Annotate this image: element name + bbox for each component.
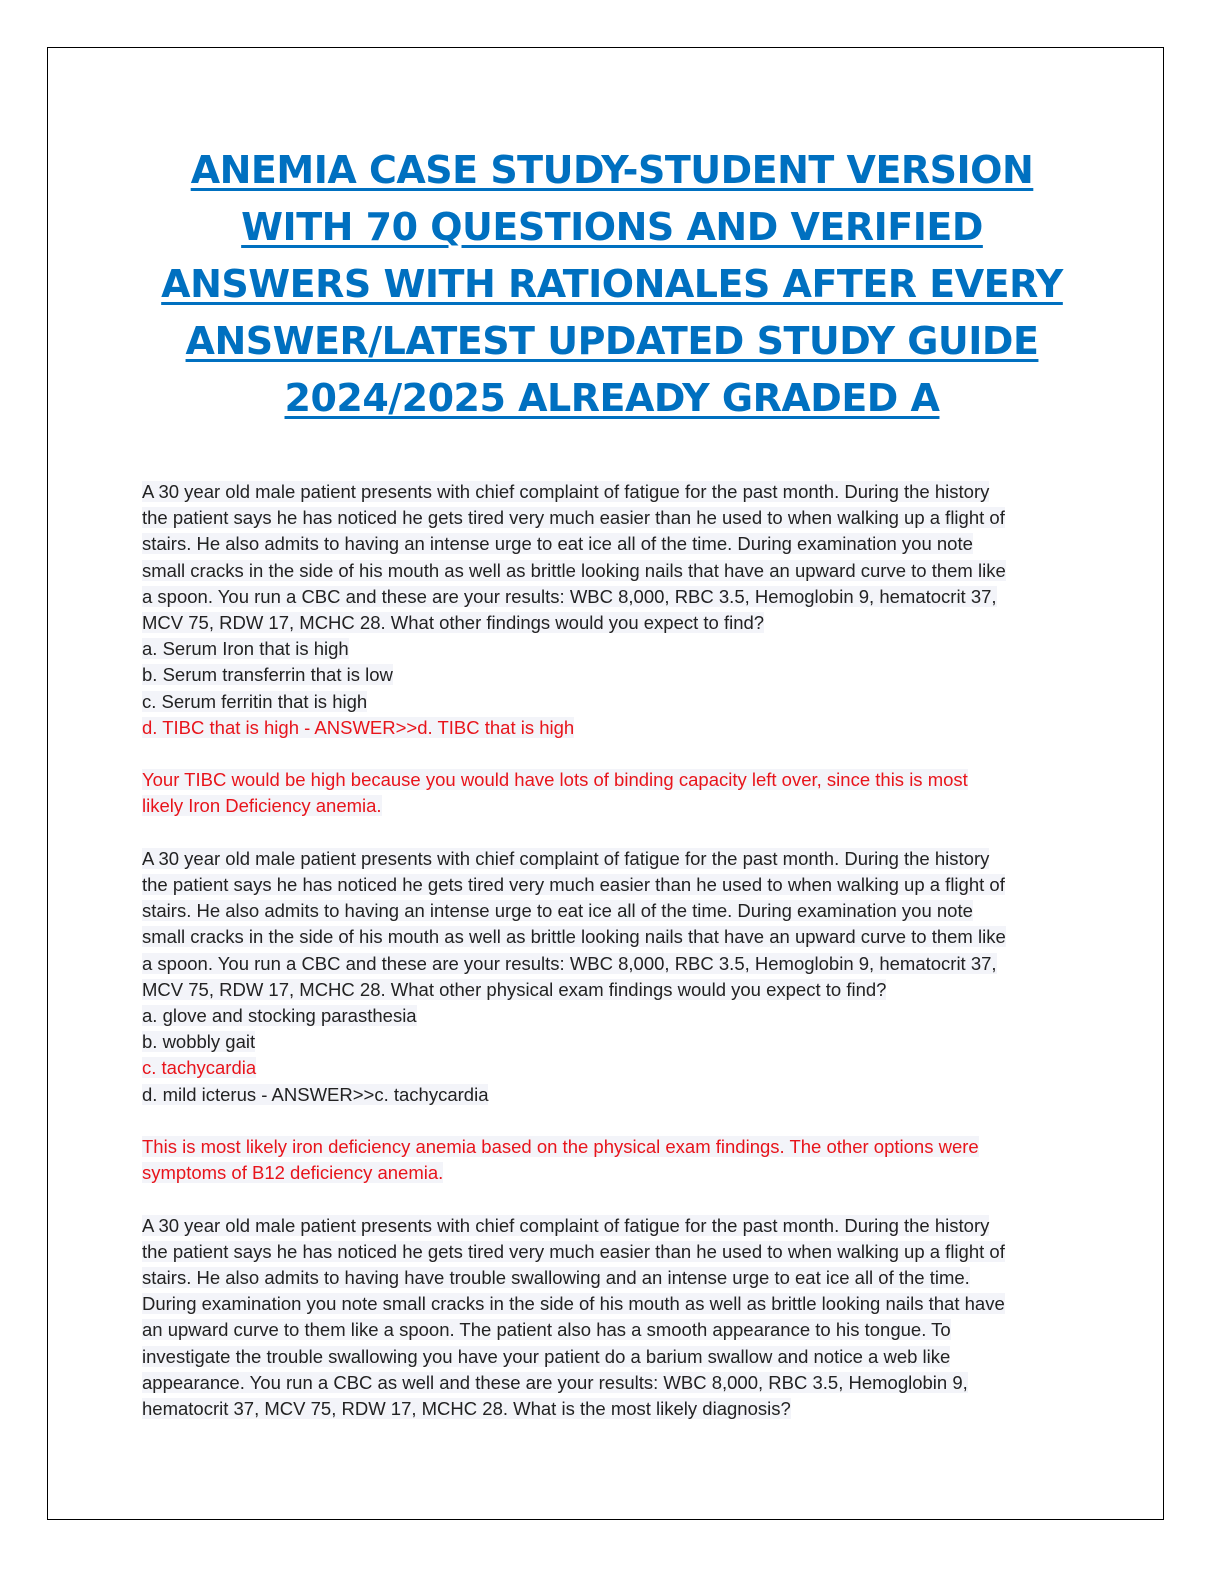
text-line: b. Serum transferrin that is low	[142, 664, 393, 686]
text-line: a spoon. You run a CBC and these are your results: WBC 8,000, RBC 3.5, Hemoglobin 9, hematocrit 37,	[142, 585, 997, 607]
answer-text	[142, 767, 1082, 819]
paragraph-gap	[142, 820, 1082, 846]
title-line: ANEMIA CASE STUDY-STUDENT VERSION	[190, 148, 1034, 192]
text-line: a. Serum Iron that is high	[142, 638, 349, 660]
text-line: stairs. He also admits to having an intense urge to eat ice all of the time. During examination you note	[142, 533, 973, 555]
text-line: stairs. He also admits to having have trouble swallowing and an intense urge to eat ice all of the time.	[142, 1267, 970, 1289]
text-line: stairs. He also admits to having an intense urge to eat ice all of the time. During examination you note	[142, 900, 973, 922]
document-body	[142, 479, 1082, 1422]
text-line: MCV 75, RDW 17, MCHC 28. What other physical exam findings would you expect to find?	[142, 978, 887, 1000]
text-line: Your TIBC would be high because you would have lots of binding capacity left over, since this is most	[142, 769, 968, 791]
title-line: ANSWER/LATEST UPDATED STUDY GUIDE	[185, 319, 1039, 363]
text-line: A 30 year old male patient presents with chief complaint of fatigue for the past month. During the history	[142, 481, 990, 502]
text-line: MCV 75, RDW 17, MCHC 28. What other findings would you expect to find?	[142, 612, 765, 634]
text-line: c. tachycardia	[142, 1057, 257, 1079]
paragraph-gap	[142, 741, 1082, 767]
answer-text	[142, 715, 1082, 741]
paragraph-gap	[142, 1186, 1082, 1212]
question-text	[142, 479, 1082, 715]
text-line: During examination you note small cracks in the side of his mouth as well as brittle looking nails that have	[142, 1293, 1005, 1315]
text-line: investigate the trouble swallowing you have your patient do a barium swallow and notice a web like	[142, 1345, 951, 1367]
text-line: symptoms of B12 deficiency anemia.	[142, 1162, 444, 1184]
text-line: small cracks in the side of his mouth as well as brittle looking nails that have an upward curve to them like	[142, 926, 1006, 948]
question-text	[142, 1213, 1082, 1423]
text-line: likely Iron Deficiency anemia.	[142, 795, 382, 817]
text-line: a spoon. You run a CBC and these are your results: WBC 8,000, RBC 3.5, Hemoglobin 9, hematocrit 37,	[142, 952, 997, 974]
text-line: d. mild icterus - ANSWER>>c. tachycardia	[142, 1083, 489, 1105]
paragraph-gap	[142, 1108, 1082, 1134]
title-line: 2024/2025 ALREADY GRADED A	[284, 376, 940, 420]
question-text	[142, 1082, 1082, 1108]
text-line: appearance. You run a CBC as well and these are your results: WBC 8,000, RBC 3.5, Hemoglobin 9,	[142, 1371, 968, 1393]
text-line: an upward curve to them like a spoon. The patient also has a smooth appearance to his tongue. To	[142, 1319, 951, 1341]
text-line: A 30 year old male patient presents with chief complaint of fatigue for the past month. During the history	[142, 847, 990, 869]
text-line: hematocrit 37, MCV 75, RDW 17, MCHC 28. What is the most likely diagnosis?	[142, 1398, 791, 1420]
title-line: WITH 70 QUESTIONS AND VERIFIED	[241, 205, 983, 249]
text-line: This is most likely iron deficiency anemia based on the physical exam findings. The other options were	[142, 1136, 979, 1158]
text-line: small cracks in the side of his mouth as well as brittle looking nails that have an upward curve to them like	[142, 559, 1006, 581]
title-line: ANSWERS WITH RATIONALES AFTER EVERY	[161, 262, 1063, 306]
text-line: b. wobbly gait	[142, 1031, 256, 1053]
text-line: the patient says he has noticed he gets tired very much easier than he used to when walking up a flight of	[142, 1240, 1005, 1262]
text-line: the patient says he has noticed he gets tired very much easier than he used to when walking up a flight of	[142, 507, 1005, 529]
text-line: a. glove and stocking parasthesia	[142, 1005, 417, 1027]
question-text	[142, 846, 1082, 1056]
text-line: A 30 year old male patient presents with chief complaint of fatigue for the past month. During the history	[142, 1214, 990, 1236]
text-line: the patient says he has noticed he gets tired very much easier than he used to when walking up a flight of	[142, 874, 1005, 896]
answer-text	[142, 1055, 1082, 1081]
answer-text	[142, 1134, 1082, 1186]
text-line: c. Serum ferritin that is high	[142, 690, 368, 712]
document-title	[60, 142, 1164, 427]
text-line: d. TIBC that is high - ANSWER>>d. TIBC that is high	[142, 716, 575, 738]
